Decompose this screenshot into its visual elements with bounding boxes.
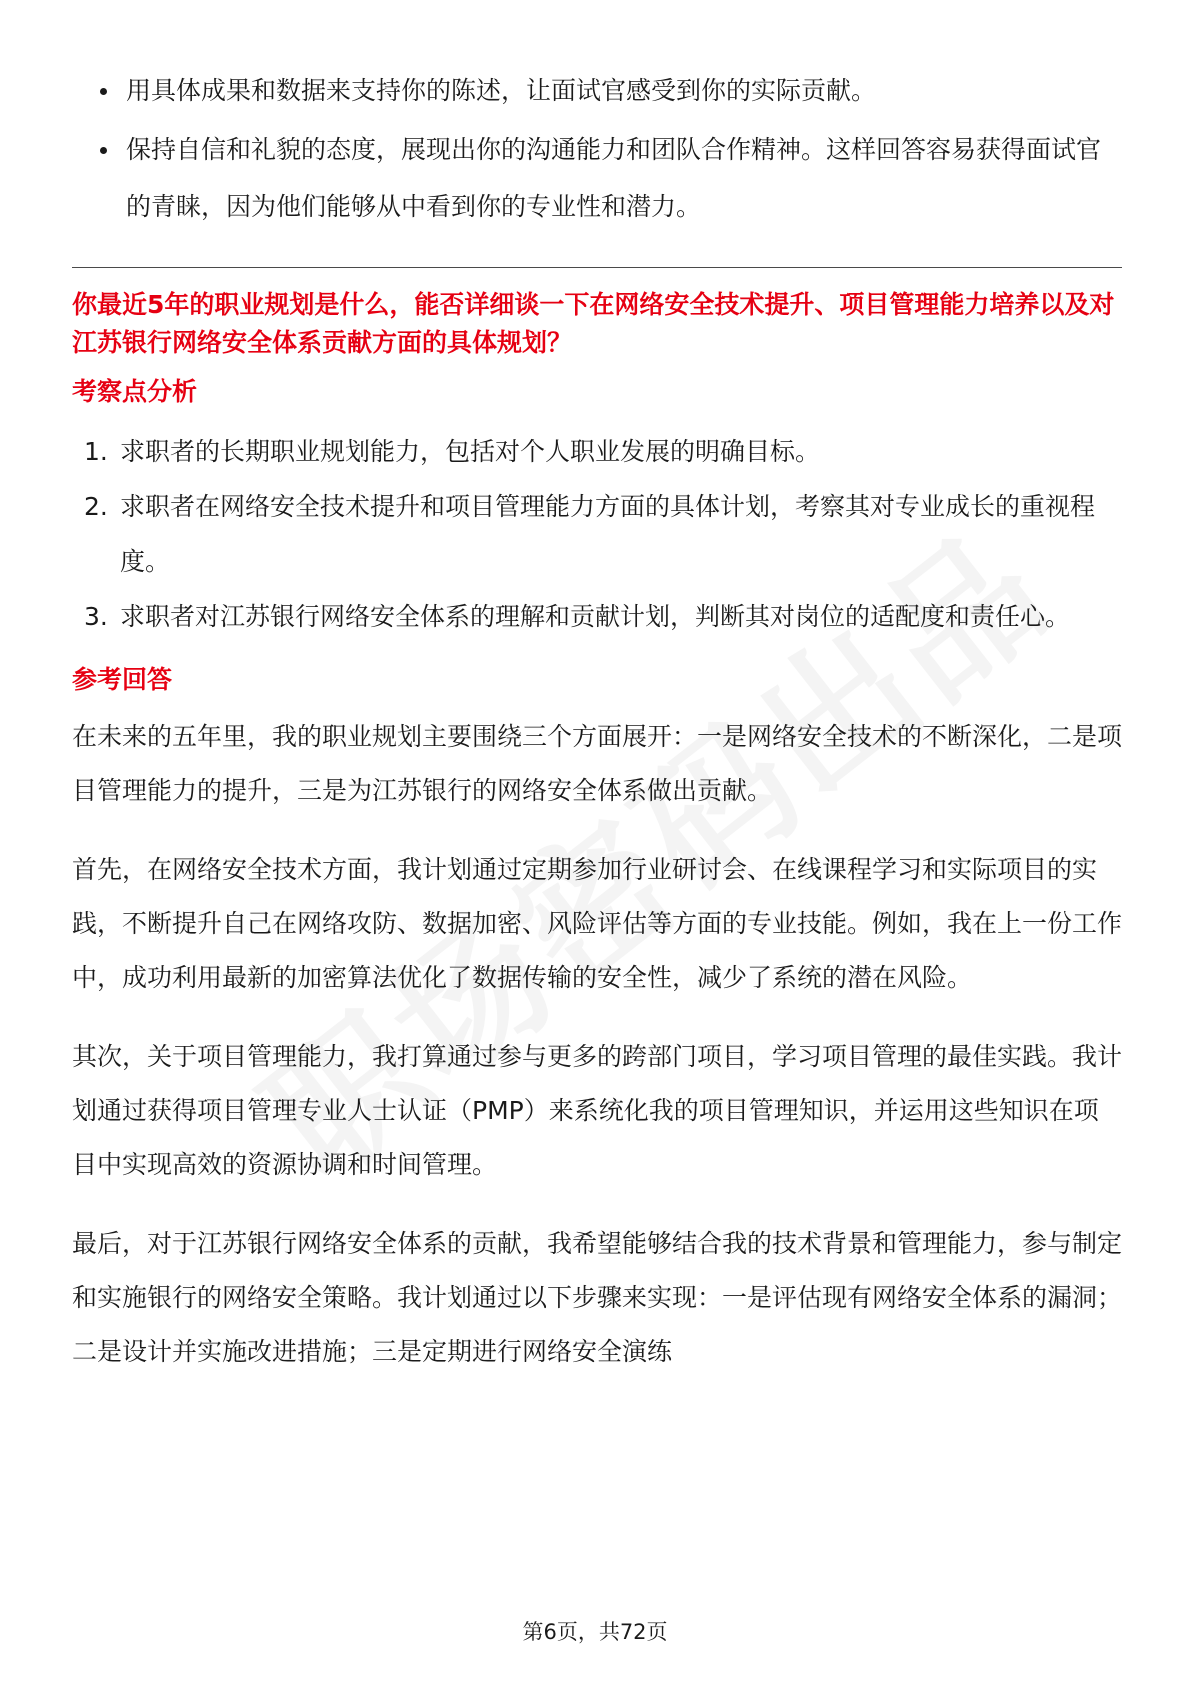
analysis-item-text: 求职者在网络安全技术提升和项目管理能力方面的具体计划，考察其对专业成长的重视程度。 <box>120 492 1096 576</box>
answer-paragraph: 其次，关于项目管理能力，我打算通过参与更多的跨部门项目，学习项目管理的最佳实践。我计划通过获得项目管理专业人士认证（PMP）来系统化我的项目管理知识，并运用这些知识在项目中实现高效的资源协调和时间管理。 <box>72 1042 1123 1179</box>
analysis-item-text: 求职者的长期职业规划能力，包括对个人职业发展的明确目标。 <box>120 437 821 466</box>
page-content <box>72 62 1122 1404</box>
page-number: 第6页，共72页 <box>522 1620 668 1644</box>
analysis-item <box>72 589 1122 644</box>
answer-paragraph: 首先，在网络安全技术方面，我计划通过定期参加行业研讨会、在线课程学习和实际项目的实践，不断提升自己在网络攻防、数据加密、风险评估等方面的专业技能。例如，我在上一份工作中，成功利用最新的加密算法优化了数据传输的安全性，减少了系统的潜在风险。 <box>72 855 1123 992</box>
tips-list <box>72 62 1122 235</box>
analysis-list <box>72 424 1122 644</box>
answer-paragraph: 最后，对于江苏银行网络安全体系的贡献，我希望能够结合我的技术背景和管理能力，参与制定和实施银行的网络安全策略。我计划通过以下步骤来实现：一是评估现有网络安全体系的漏洞；二是设计并实施改进措施；三是定期进行网络安全演练 <box>72 1229 1123 1366</box>
analysis-item-number: 2. <box>84 492 108 521</box>
analysis-item <box>72 479 1122 589</box>
interview-question: 你最近5年的职业规划是什么，能否详细谈一下在网络安全技术提升、项目管理能力培养以及对江苏银行网络安全体系贡献方面的具体规划？ <box>72 290 1115 357</box>
analysis-item-text: 求职者对江苏银行网络安全体系的理解和贡献计划，判断其对岗位的适配度和责任心。 <box>120 602 1071 631</box>
analysis-item-number: 1. <box>84 437 108 466</box>
analysis-item-number: 3. <box>84 602 108 631</box>
tip-item: 用具体成果和数据来支持你的陈述，让面试官感受到你的实际贡献。 <box>72 62 1122 119</box>
answer-paragraph: 在未来的五年里，我的职业规划主要围绕三个方面展开：一是网络安全技术的不断深化，二是项目管理能力的提升，三是为江苏银行的网络安全体系做出贡献。 <box>72 722 1123 805</box>
section-divider <box>72 267 1122 268</box>
tip-item: 保持自信和礼貌的态度，展现出你的沟通能力和团队合作精神。这样回答容易获得面试官的青睐，因为他们能够从中看到你的专业性和潜力。 <box>72 121 1122 235</box>
answer-heading: 参考回答 <box>72 665 173 694</box>
analysis-heading: 考察点分析 <box>72 377 198 406</box>
analysis-item <box>72 424 1122 479</box>
